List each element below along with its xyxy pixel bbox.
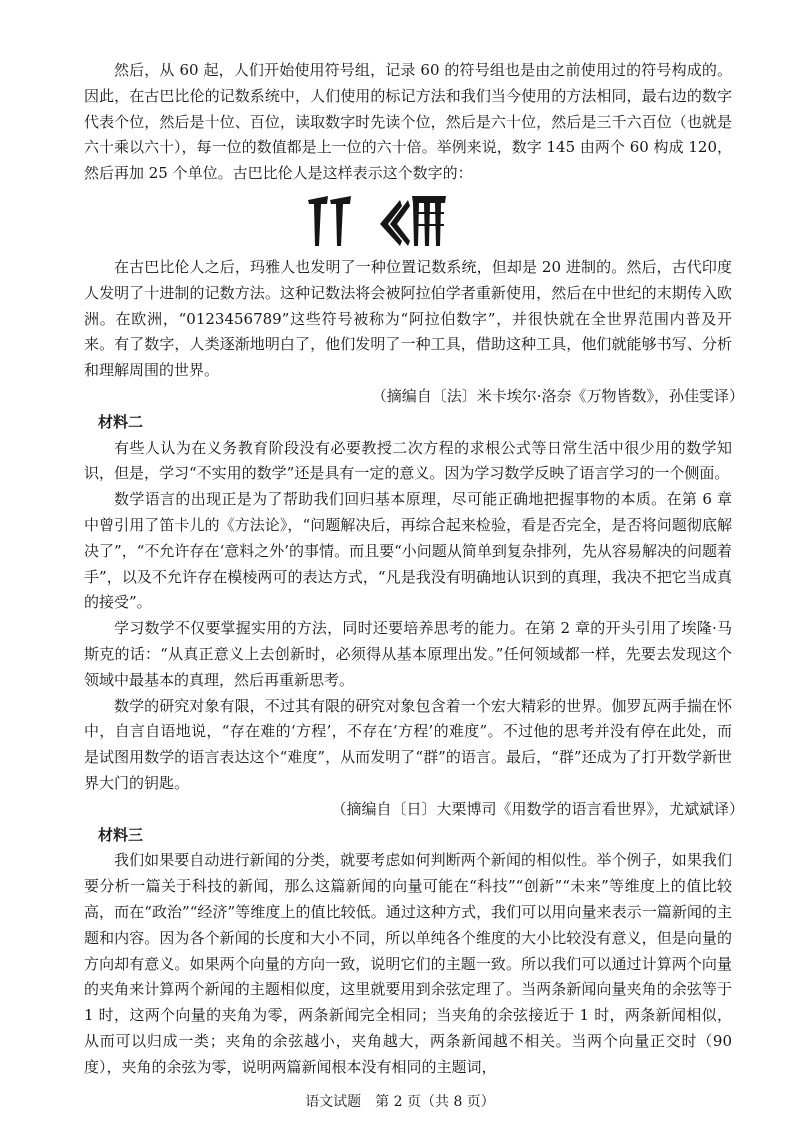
cuneiform-sixty-sixty-icon bbox=[308, 194, 352, 248]
material2-paragraph: 数学语言的出现正是为了帮助我们回归基本原理，尽可能正确地把握事物的本质。在第 6 章中曾引用了笛卡儿的《方法论》，“问题解决后，再综合起来检验，看是否完全，是否将问题彻底解决了”，“不允许存在‘意料之外’的事情。而且要“小问题从简单到复杂排列，先从容易解决的问题着手”，以及不允许存在模棱两可的表达方式，“凡是我没有明确地认识到的真理，我决不把它当成真的接受”。 bbox=[84, 490, 732, 612]
material1-paragraph-top: 然后，从 60 起，人们开始使用符号组，记录 60 的符号组也是由之前使用过的符号构成的。因此，在古巴比伦的记数系统中，人们使用的标记方法和我们当今使用的方法相同，最右边的数字代表个位，然后是十位、百位，读取数字时先读个位，然后是六十位，然后是三千六百位（也就是六十乘以六十），每一位的数值都是上一位的六十倍。举例来说，数字 145 由两个 60 构成 120，然后再加 25 个单位。古巴比伦人是这样表示这个数字的： bbox=[84, 61, 732, 183]
material2-paragraph: 学习数学不仅要掌握实用的方法，同时还要培养思考的能力。在第 2 章的开头引用了埃隆·马斯克的话：“从真正意义上去创新时，必须得从基本原理出发。”任何领域都一样，先要去发现这个领域中最基本的真理，然后再重新思考。 bbox=[84, 619, 732, 689]
page-footer: 语文试题 第 2 页（共 8 页） bbox=[305, 1094, 495, 1110]
material2-paragraph: 有些人认为在义务教育阶段没有必要教授二次方程的求根公式等日常生活中很少用的数学知识，但是，学习“不实用的数学”还是具有一定的意义。因为学习数学反映了语言学习的一个侧面。 bbox=[84, 438, 732, 483]
cuneiform-twenty-five-icon bbox=[378, 194, 448, 248]
material1-paragraph-after: 在古巴比伦人之后，玛雅人也发明了一种位置记数系统，但却是 20 进制的。然后，古代印度人发明了十进制的记数方法。这种记数法将会被阿拉伯学者重新使用，然后在中世纪的末期传入欧洲。在欧洲，“0123456789”这些符号被称为“阿拉伯数字”，并很快就在全世界范围内普及开来。有了数字，人类逐渐地明白了，他们发明了一种工具，借助这种工具，他们就能够书写、分析和理解周围的世界。 bbox=[84, 257, 732, 380]
cuneiform-145-figure bbox=[24, 187, 732, 255]
material2-source: （摘编自〔日〕大栗博司《用数学的语言看世界》，尤斌斌译） bbox=[331, 799, 744, 818]
material3-heading: 材料三 bbox=[98, 825, 144, 844]
material3-paragraph: 我们如果要自动进行新闻的分类，就要考虑如何判断两个新闻的相似性。举个例子，如果我们要分析一篇关于科技的新闻，那么这篇新闻的向量可能在“科技”“创新”“未来”等维度上的值比较高，而在“政治”“经济”等维度上的值比较低。通过这种方式，我们可以用向量来表示一篇新闻的主题和内容。因为各个新闻的长度和大小不同，所以单纯各个维度的大小比较没有意义，但是向量的方向却有意义。如果两个向量的方向一致，说明它们的主题一致。所以我们可以通过计算两个向量的夹角来计算两个新闻的主题相似度，这里就要用到余弦定理了。当两条新闻向量夹角的余弦等于 1 时，这两个向量的夹角为零，两条新闻完全相同；当夹角的余弦接近于 1 时，两条新闻相似，从而可以归成一类；夹角的余弦越小，夹角越大，两条新闻越不相关。当两个向量正交时（90 度），夹角的余弦为零，说明两篇新闻根本没有相同的主题词， bbox=[84, 851, 732, 1076]
material2-paragraph: 数学的研究对象有限，不过其有限的研究对象包含着一个宏大精彩的世界。伽罗瓦两手揣在怀中，自言自语地说，“存在难的‘方程’，不存在‘方程’的难度”。不过他的思考并没有停在此处，而是试图用数学的语言表达这个“难度”，从而发明了“群”的语言。最后，“群”还成为了打开数学新世界大门的钥匙。 bbox=[84, 696, 732, 792]
material1-source: （摘编自〔法〕米卡埃尔·洛奈《万物皆数》，孙佳雯译） bbox=[371, 386, 744, 405]
material2-heading: 材料二 bbox=[98, 412, 144, 431]
